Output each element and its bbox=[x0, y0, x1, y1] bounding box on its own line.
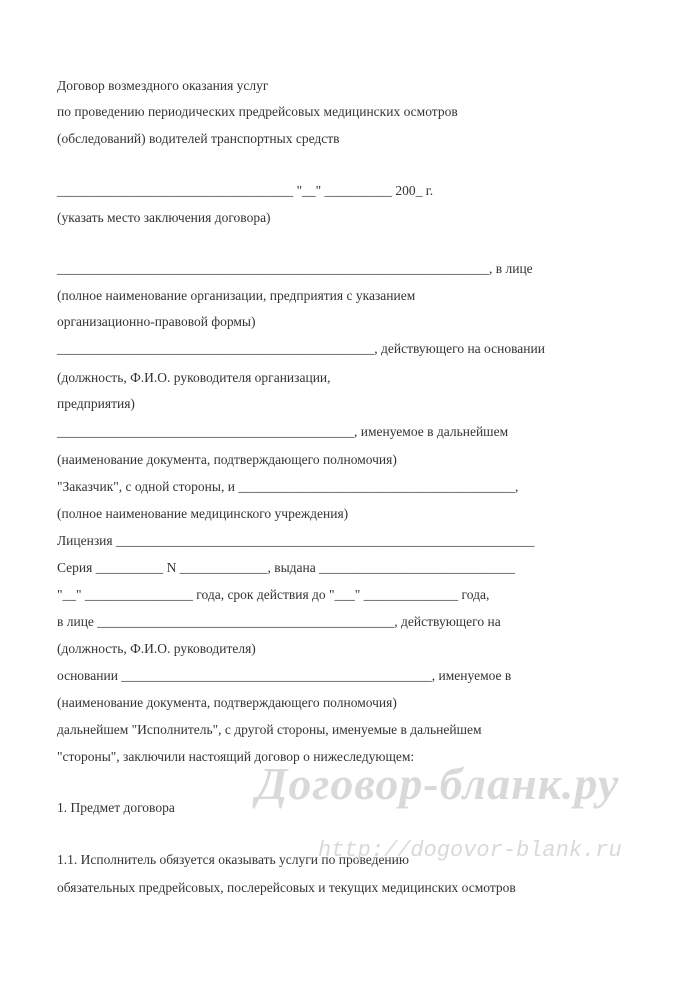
parties-line-1: дальнейшем "Исполнитель", с другой стороны, именуемые в дальнейшем bbox=[57, 722, 482, 737]
watermark-url: http://dogovor-blank.ru bbox=[318, 838, 622, 863]
title-line-3: (обследований) водителей транспортных средств bbox=[57, 131, 340, 146]
customer-representative-hint-2: предприятия) bbox=[57, 396, 135, 411]
place-date-line: ___________________________________ "__" __________ 200_ г. bbox=[57, 183, 434, 198]
title-line-2: по проведению периодических предрейсовых медицинских осмотров bbox=[57, 104, 458, 119]
watermark-logo: Договор-бланк.ру bbox=[256, 758, 620, 809]
clause-1-1-line-2: обязательных предрейсовых, послерейсовых и текущих медицинских осмотров bbox=[57, 880, 516, 895]
place-hint: (указать место заключения договора) bbox=[57, 210, 271, 225]
contractor-name-hint: (полное наименование медицинского учреждения) bbox=[57, 506, 349, 521]
customer-representative-hint-1: (должность, Ф.И.О. руководителя организации, bbox=[57, 370, 331, 385]
parties-line-2: "стороны", заключили настоящий договор о нижеследующем: bbox=[57, 749, 415, 764]
license-series-line: Серия __________ N _____________, выдана _____________________________ bbox=[57, 560, 515, 575]
contractor-authority-hint: (наименование документа, подтверждающего полномочия) bbox=[57, 695, 397, 710]
clause-1-1-line-1: 1.1. Исполнитель обязуется оказывать услуги по проведению bbox=[57, 852, 409, 867]
customer-authority-line: ____________________________________________, именуемое в дальнейшем bbox=[57, 424, 509, 439]
customer-representative-line: _______________________________________________, действующего на основании bbox=[57, 341, 545, 356]
contractor-authority-line: основании ______________________________________________, именуемое в bbox=[57, 668, 512, 683]
customer-name-line: ________________________________________________________________, в лице bbox=[57, 261, 533, 276]
license-line: Лицензия ______________________________________________________________ bbox=[57, 533, 535, 548]
license-dates-line: "__" ________________ года, срок действия до "___" ______________ года, bbox=[57, 587, 490, 602]
customer-authority-hint: (наименование документа, подтверждающего полномочия) bbox=[57, 452, 397, 467]
contractor-representative-hint: (должность, Ф.И.О. руководителя) bbox=[57, 641, 256, 656]
contractor-representative-line: в лице ____________________________________________, действующего на bbox=[57, 614, 501, 629]
customer-name-hint-2: организационно-правовой формы) bbox=[57, 314, 256, 329]
section-1-heading: 1. Предмет договора bbox=[57, 800, 175, 815]
title-line-1: Договор возмездного оказания услуг bbox=[57, 78, 269, 93]
customer-name-hint-1: (полное наименование организации, предприятия с указанием bbox=[57, 288, 416, 303]
contractor-name-line: "Заказчик", с одной стороны, и _________________________________________, bbox=[57, 479, 519, 494]
